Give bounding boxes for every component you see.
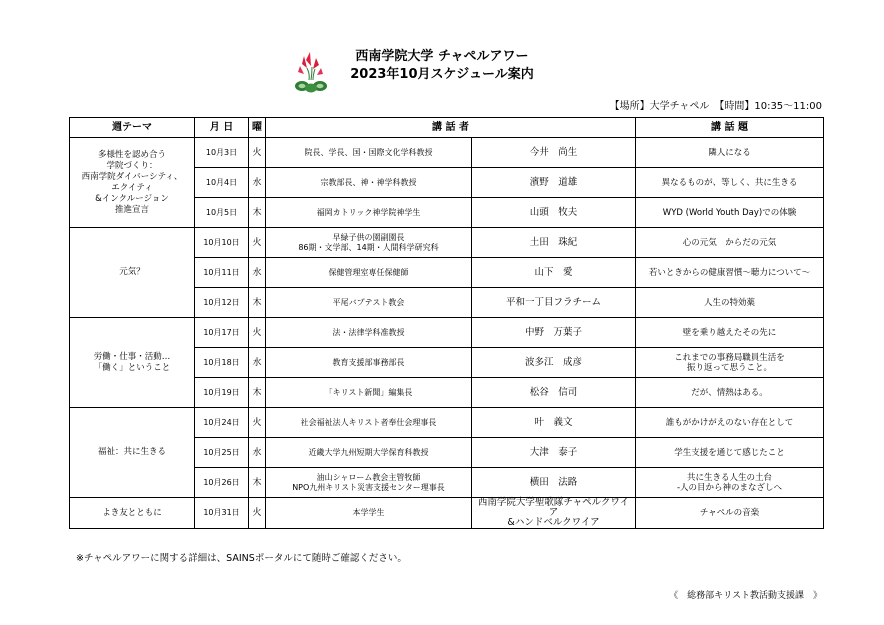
weekday: 水	[249, 258, 266, 288]
speaker-affiliation: 教育支援部事務部長	[266, 348, 472, 378]
table-row	[70, 318, 824, 348]
column-header: 講 話 題	[636, 118, 824, 138]
table-row	[70, 228, 824, 258]
speaker-name: 波多江 成彦	[472, 348, 636, 378]
speaker-affiliation: 平尾バプテスト教会	[266, 288, 472, 318]
weekday: 水	[249, 438, 266, 468]
speaker-affiliation: 早緑子供の園副園長 86期・文学部、14期・人間科学研究科	[266, 228, 472, 258]
weekday: 水	[249, 168, 266, 198]
speaker-affiliation: 宗教部長、神・神学科教授	[266, 168, 472, 198]
weekday: 火	[249, 408, 266, 438]
talk-topic: 共に生きる人生の土台 -人の目から神のまなざしへ	[636, 468, 824, 498]
week-theme: 労働・仕事・活動… 「働く」ということ	[70, 318, 195, 408]
speaker-name: 山下 愛	[472, 258, 636, 288]
speaker-affiliation: 院長、学長、国・国際文化学科教授	[266, 138, 472, 168]
speaker-affiliation: 近畿大学九州短期大学保育科教授	[266, 438, 472, 468]
footnote: ※チャペルアワーに関する詳細は、SAINSポータルにて随時ご確認ください。	[76, 553, 407, 564]
speaker-name: 山頭 牧夫	[472, 198, 636, 228]
session-date: 10月4日	[195, 168, 249, 198]
weekday: 火	[249, 138, 266, 168]
location-time-info: 【場所】大学チャペル 【時間】10:35～11:00	[609, 101, 822, 112]
weekday: 水	[249, 348, 266, 378]
week-theme: よき友とともに	[70, 498, 195, 529]
week-theme: 元気？	[70, 228, 195, 318]
schedule-table	[69, 117, 824, 529]
speaker-name: 松谷 信司	[472, 378, 636, 408]
talk-topic: WYD (World Youth Day)での体験	[636, 198, 824, 228]
table-row	[70, 138, 824, 168]
speaker-affiliation: 保健管理室専任保健師	[266, 258, 472, 288]
weekday: 火	[249, 228, 266, 258]
page-header	[0, 48, 884, 84]
speaker-affiliation: 法・法律学科准教授	[266, 318, 472, 348]
weekday: 木	[249, 378, 266, 408]
speaker-name: 土田 珠紀	[472, 228, 636, 258]
speaker-name: 中野 万葉子	[472, 318, 636, 348]
speaker-name: 西南学院大学聖歌隊チャペルクワイア &ハンドベルクワイア	[472, 498, 636, 529]
week-theme: 福祉：共に生きる	[70, 408, 195, 498]
talk-topic: 隣人になる	[636, 138, 824, 168]
talk-topic: 壁を乗り越えたその先に	[636, 318, 824, 348]
session-date: 10月18日	[195, 348, 249, 378]
speaker-affiliation: 福岡カトリック神学院神学生	[266, 198, 472, 228]
table-header-row	[70, 118, 824, 138]
talk-topic: だが、情熱はある。	[636, 378, 824, 408]
speaker-name: 大津 泰子	[472, 438, 636, 468]
weekday: 火	[249, 318, 266, 348]
weekday: 木	[249, 468, 266, 498]
session-date: 10月17日	[195, 318, 249, 348]
week-theme: 多様性を認め合う 学院づくり： 西南学院ダイバーシティ、 エクイティ &インクルージョン 推進宣言	[70, 138, 195, 228]
column-header: 曜	[249, 118, 266, 138]
session-date: 10月31日	[195, 498, 249, 529]
talk-topic: 学生支援を通じて感じたこと	[636, 438, 824, 468]
table-row	[70, 498, 824, 529]
speaker-name: 濱野 道雄	[472, 168, 636, 198]
page-subtitle: 2023年10月スケジュール案内	[350, 67, 534, 82]
weekday: 木	[249, 288, 266, 318]
talk-topic: チャペルの音楽	[636, 498, 824, 529]
column-header: 講 話 者	[266, 118, 636, 138]
talk-topic: 心の元気 からだの元気	[636, 228, 824, 258]
page-title: 西南学院大学 チャペルアワー	[355, 49, 529, 64]
weekday: 木	[249, 198, 266, 228]
session-date: 10月25日	[195, 438, 249, 468]
talk-topic: 異なるものが、等しく、共に生きる	[636, 168, 824, 198]
session-date: 10月10日	[195, 228, 249, 258]
talk-topic: 人生の特効薬	[636, 288, 824, 318]
department-footer: 《 総務部キリスト教活動支援課 》	[669, 591, 822, 601]
session-date: 10月24日	[195, 408, 249, 438]
session-date: 10月26日	[195, 468, 249, 498]
talk-topic: これまでの事務局職員生活を 振り返って思うこと。	[636, 348, 824, 378]
speaker-name: 叶 義文	[472, 408, 636, 438]
column-header: 月 日	[195, 118, 249, 138]
weekday: 火	[249, 498, 266, 529]
talk-topic: 若いときからの健康習慣～聴力について～	[636, 258, 824, 288]
session-date: 10月5日	[195, 198, 249, 228]
table-row	[70, 408, 824, 438]
speaker-affiliation: 本学学生	[266, 498, 472, 529]
session-date: 10月11日	[195, 258, 249, 288]
session-date: 10月3日	[195, 138, 249, 168]
speaker-name: 横田 法路	[472, 468, 636, 498]
speaker-affiliation: 社会福祉法人キリスト者奉仕会理事長	[266, 408, 472, 438]
speaker-name: 今井 尚生	[472, 138, 636, 168]
speaker-affiliation: 「キリスト新聞」編集長	[266, 378, 472, 408]
talk-topic: 誰もがかけがえのない存在として	[636, 408, 824, 438]
session-date: 10月12日	[195, 288, 249, 318]
column-header: 週テーマ	[70, 118, 195, 138]
session-date: 10月19日	[195, 378, 249, 408]
speaker-affiliation: 油山シャローム教会主管牧師 NPO九州キリスト災害支援センター理事長	[266, 468, 472, 498]
speaker-name: 平和一丁目フラチーム	[472, 288, 636, 318]
